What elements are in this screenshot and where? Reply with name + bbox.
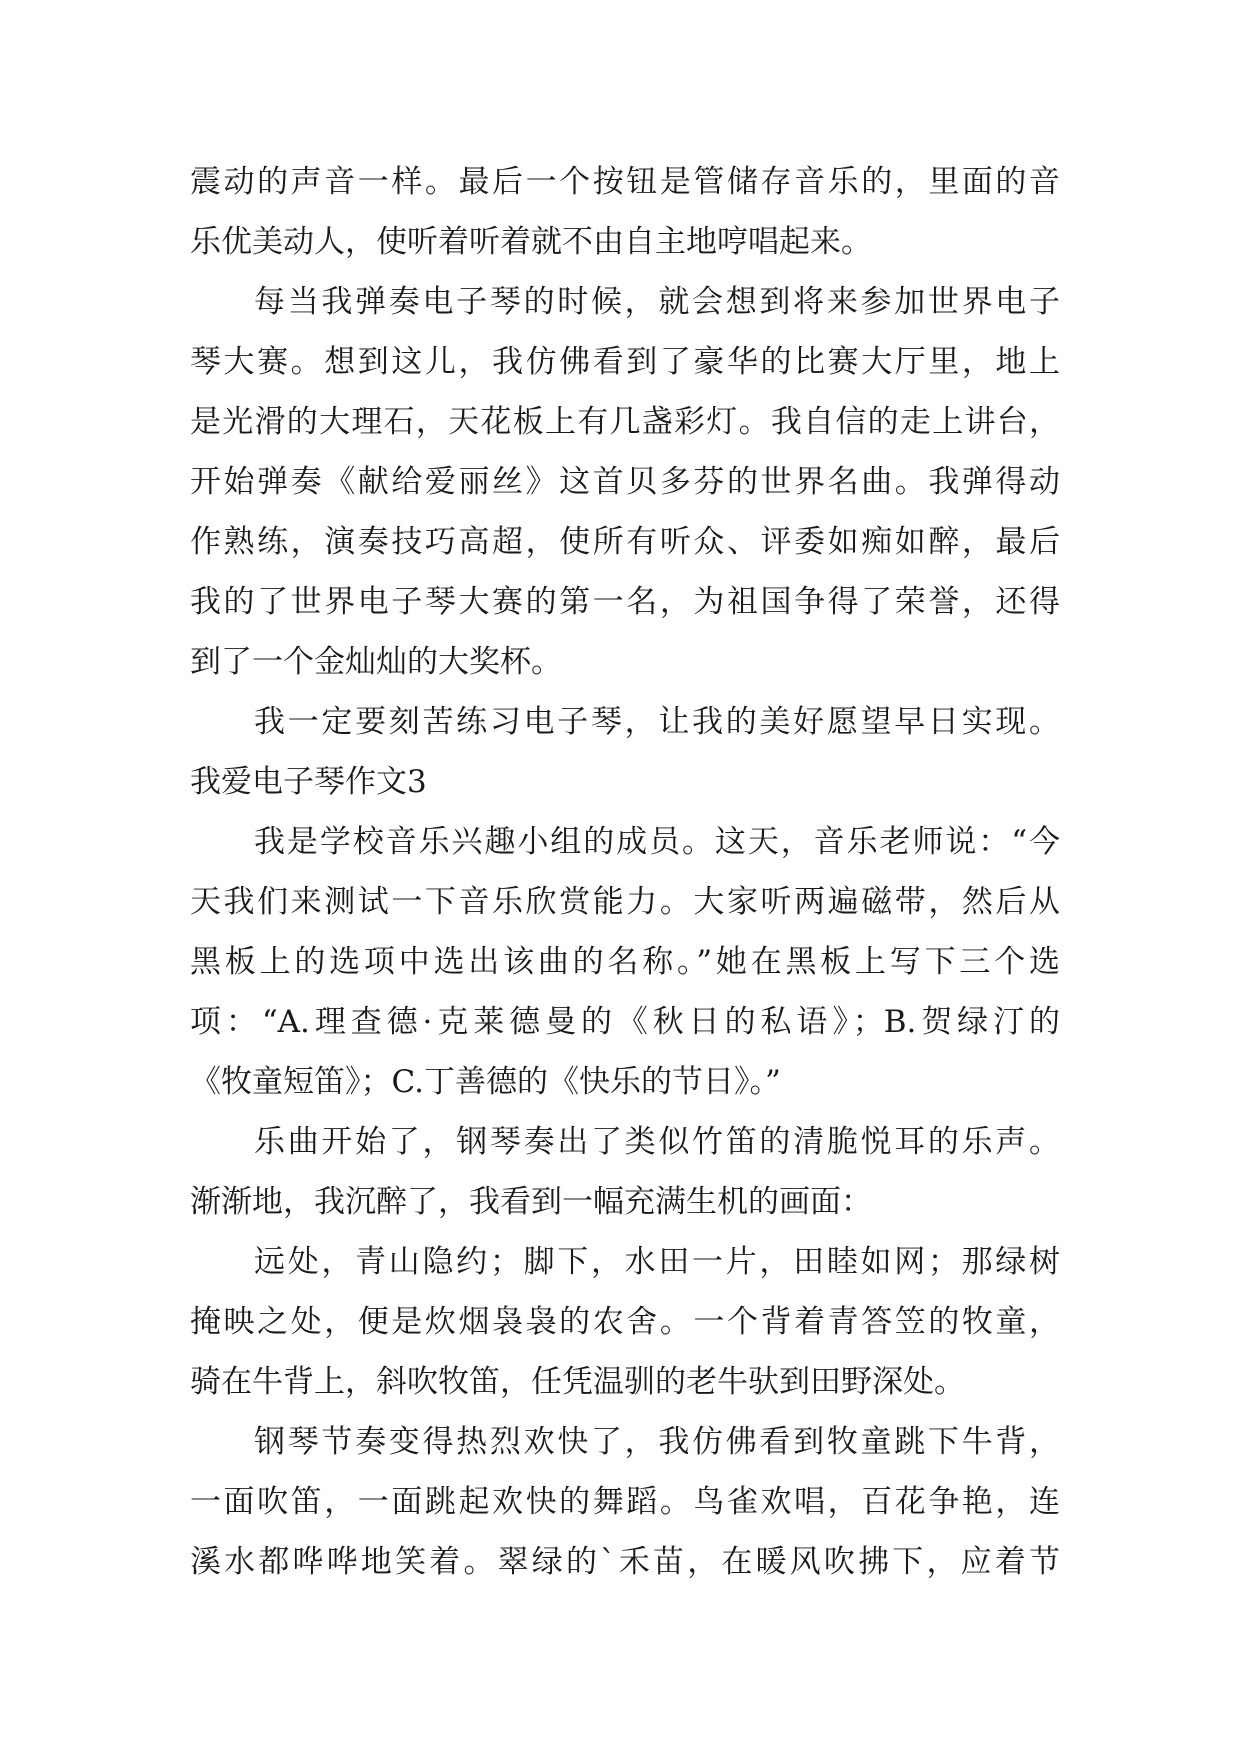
text-line-content: 我是学校音乐兴趣小组的成员。这天，音乐老师说：“今	[254, 824, 1060, 860]
text-line-content: 项：“A.理查德·克莱德曼的《秋日的私语》；B.贺绿汀的	[190, 1004, 1060, 1040]
text-line-content: 我一定要刻苦练习电子琴，让我的美好愿望早日实现。	[254, 704, 1060, 740]
text-line	[190, 1472, 1060, 1532]
text-line	[190, 872, 1060, 932]
text-line-content: 骑在牛背上，斜吹牧笛，任凭温驯的老牛驮到田野深处。	[190, 1364, 965, 1400]
text-line	[190, 692, 1060, 752]
text-line-content: 远处，青山隐约；脚下，水田一片，田睦如网；那绿树	[254, 1244, 1060, 1280]
text-line	[190, 1052, 1060, 1112]
text-line	[190, 452, 1060, 512]
text-line-content: 钢琴节奏变得热烈欢快了，我仿佛看到牧童跳下牛背，	[254, 1424, 1060, 1460]
text-line	[190, 632, 1060, 692]
text-line-content: 乐优美动人，使听着听着就不由自主地哼唱起来。	[190, 224, 872, 260]
text-line-content: 一面吹笛，一面跳起欢快的舞蹈。鸟雀欢唱，百花争艳，连	[190, 1484, 1060, 1520]
text-line	[190, 332, 1060, 392]
text-line-content: 掩映之处，便是炊烟袅袅的农舍。一个背着青答笠的牧童，	[190, 1304, 1060, 1340]
text-line-content: 溪水都哗哗地笑着。翠绿的`禾苗，在暖风吹拂下，应着节	[190, 1544, 1060, 1580]
text-line-content: 到了一个金灿灿的大奖杯。	[190, 644, 562, 680]
text-line	[190, 932, 1060, 992]
text-line	[190, 1172, 1060, 1232]
text-line-content: 震动的声音一样。最后一个按钮是管储存音乐的，里面的音	[190, 164, 1060, 200]
text-line-content: 渐渐地，我沉醉了，我看到一幅充满生机的画面：	[190, 1184, 872, 1220]
text-line-content: 我的了世界电子琴大赛的第一名，为祖国争得了荣誉，还得	[190, 584, 1060, 620]
text-line-content: 乐曲开始了，钢琴奏出了类似竹笛的清脆悦耳的乐声。	[254, 1124, 1060, 1160]
text-line	[190, 392, 1060, 452]
text-line	[190, 752, 1060, 812]
text-line-content: 黑板上的选项中选出该曲的名称。”她在黑板上写下三个选	[190, 944, 1060, 980]
text-line	[190, 1412, 1060, 1472]
text-line	[190, 512, 1060, 572]
text-line	[190, 572, 1060, 632]
text-line	[190, 272, 1060, 332]
document-body	[190, 152, 1060, 1592]
text-line-content: 我爱电子琴作文3	[190, 764, 427, 800]
text-line	[190, 1532, 1060, 1592]
text-line	[190, 152, 1060, 212]
text-line	[190, 1292, 1060, 1352]
text-line-content: 每当我弹奏电子琴的时候，就会想到将来参加世界电子	[254, 284, 1060, 320]
text-line-content: 作熟练，演奏技巧高超，使所有听众、评委如痴如醉，最后	[190, 524, 1060, 560]
text-line	[190, 212, 1060, 272]
text-line-content: 是光滑的大理石，天花板上有几盏彩灯。我自信的走上讲台，	[190, 404, 1060, 440]
text-line-content: 天我们来测试一下音乐欣赏能力。大家听两遍磁带，然后从	[190, 884, 1060, 920]
text-line	[190, 812, 1060, 872]
text-line-content: 琴大赛。想到这儿，我仿佛看到了豪华的比赛大厅里，地上	[190, 344, 1060, 380]
text-line	[190, 992, 1060, 1052]
text-line-content: 开始弹奏《献给爱丽丝》这首贝多芬的世界名曲。我弹得动	[190, 464, 1060, 500]
text-line	[190, 1112, 1060, 1172]
text-line	[190, 1232, 1060, 1292]
text-line-content: 《牧童短笛》；C.丁善德的《快乐的节日》。”	[190, 1064, 781, 1100]
text-line	[190, 1352, 1060, 1412]
